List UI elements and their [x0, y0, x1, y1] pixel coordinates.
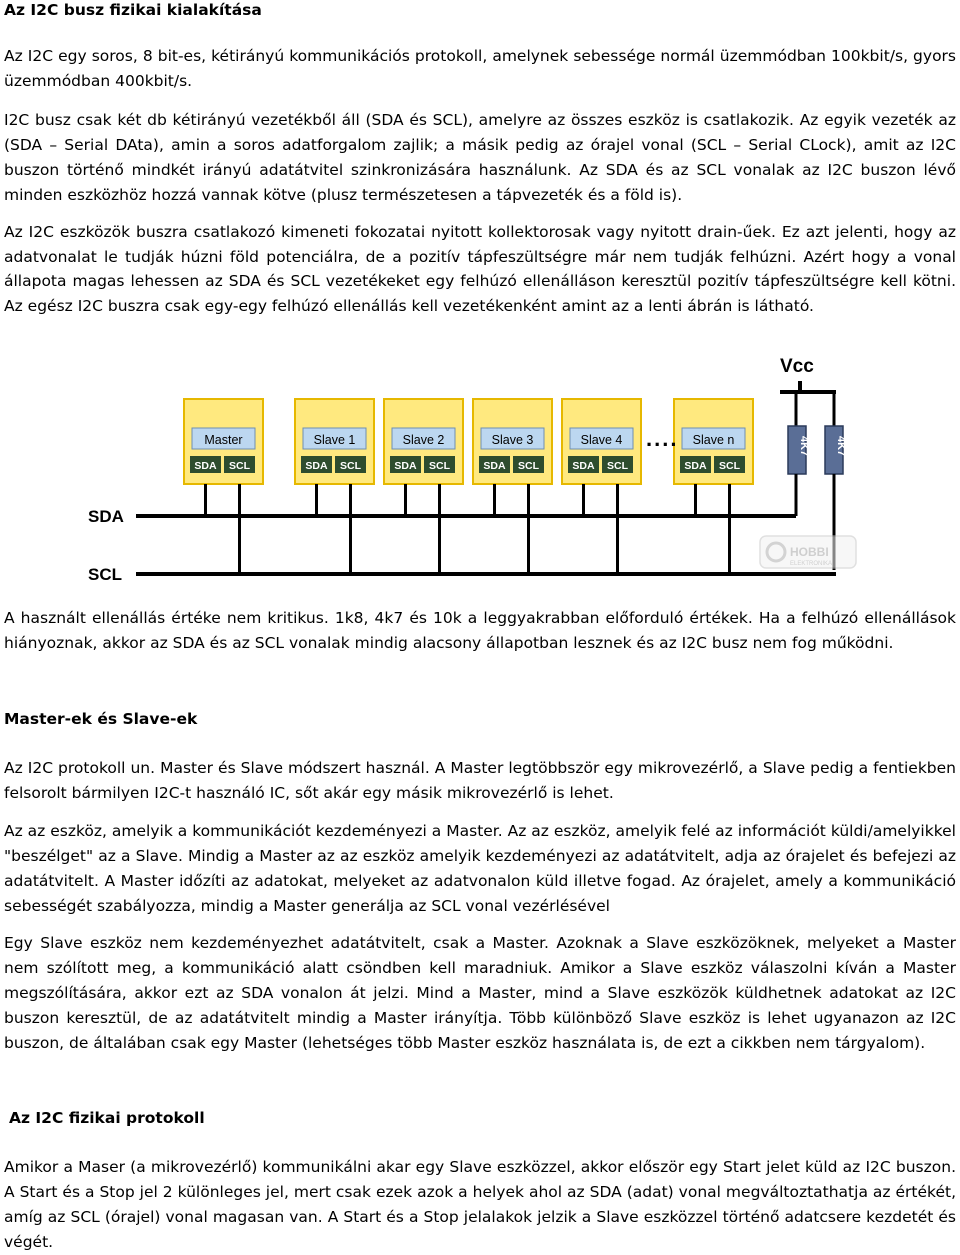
device-slave-2: [384, 399, 463, 574]
device-pin-label: SDA: [483, 460, 506, 472]
device-slave-3: [473, 399, 552, 574]
device-master: [184, 399, 263, 574]
more-devices-ellipsis: ....: [646, 426, 679, 451]
device-pin-label: SDA: [684, 460, 707, 472]
device-pin-label: SCL: [429, 460, 450, 472]
device-pin-label: SCL: [340, 460, 361, 472]
paragraph-resistor-value: A használt ellenállás értéke nem kritikus. 1k8, 4k7 és 10k a leggyakrabban előforduló értékek. Ha a felhúzó ellenállások hiányoznak, akkor az SDA és az SCL vonalak mindig alacsony állapotban lesznek és az I2C busz nem fog működni.: [4, 609, 956, 652]
paragraph-start-stop: Amikor a Maser (a mikrovezérlő) kommunikálni akar egy Slave eszközzel, akkor először egy Start jelet küld az I2C buszon. A Start és a Stop jel 2 különleges jel, mert csak ezek azok a helyek ahol az SDA (adat) vonal megváltoztathatja az értékét, amíg az SCL (órajel) vonal magasan van. A Start és a Stop jelalakok jelzik a Slave eszközzel történő adatcsere kezdetét és végét.: [4, 1158, 956, 1251]
paragraph-bus-lines: I2C busz csak két db kétirányú vezetékből áll (SDA és SCL), amelyre az összes eszköz is csatlakozik. Az egyik vezeték az (SDA – Serial DAta), amin a soros adatforgalom zajlik; a másik pedig az órajel vonal (SCL – Serial CLock), amit az I2C buszon történő mindkét irányú adatátvitel szinkronizására használunk. Az SDA és az SCL vonalak az I2C buszon lévő minden eszközhöz hozzá vannak kötve (plusz természetesen a tápvezeték és a föld is).: [4, 111, 956, 204]
device-name-label: Master: [204, 433, 243, 447]
device-pin-label: SCL: [607, 460, 628, 472]
svg-text:HOBBI: HOBBI: [790, 545, 829, 559]
device-pin-label: SDA: [394, 460, 417, 472]
device-pin-label: SDA: [305, 460, 328, 472]
heading-master-slave: Master-ek és Slave-ek: [4, 710, 198, 728]
svg-text:ELEKTRONIKA: ELEKTRONIKA: [790, 561, 833, 567]
paragraph-slave-role: Egy Slave eszköz nem kezdeményezhet adatátvitelt, csak a Master. Azoknak a Slave eszközöknek, melyeket a Master nem szólított meg, a kommunikáció alatt csöndben kell maradniuk. Amikor a Slave eszköz válaszolni kíván a Master megszólítására, akkor ezt az SDA vonalon át jelzi. Mind a Master, mind a Slave eszközök küldhetnek adatokat az I2C buszon keresztül, de az adatátvitelt mindig a Master irányítja. Több különböző Slave eszköz is lehet ugyanazon az I2C buszon, de általában csak egy Master (lehetséges több Master eszköz használata is, de ezt a cikkben nem tárgyalom).: [4, 934, 956, 1052]
heading-physical-protocol: Az I2C fizikai protokoll: [9, 1109, 205, 1127]
scl-bus-label: SCL: [88, 565, 122, 584]
hobbi-elektronika-logo: [760, 536, 856, 568]
svg-text:4K7: 4K7: [835, 436, 847, 457]
paragraph-open-collector: Az I2C eszközök buszra csatlakozó kimeneti fokozatai nyitott kollektorosak vagy nyitott drain-űek. Ez azt jelenti, hogy az adatvonalat le tudják húzni föld potenciálra, de a pozitív tápfeszültségre már nem tudják felhúzni. Azért hogy a vonal állapota magas lehessen az SDA és SCL vezetékeket egy felhúzó ellenálláson keresztül pozitív tápfeszültségre kell kötni. Az egész I2C buszra csak egy-egy felhúzó ellenállás kell vezetékenként amint az a lenti ábrán is látható.: [4, 223, 956, 315]
i2c-bus-schematic: [74, 348, 866, 588]
device-pin-label: SDA: [572, 460, 595, 472]
device-slave-4: [562, 399, 641, 574]
pullup-resistor-scl: [825, 426, 847, 474]
paragraph-master-role: Az az eszköz, amelyik a kommunikációt kezdeményezi a Master. Az az eszköz, amelyik felé az információt küldi/amelyikkel "beszélget" az a Slave. Mindig a Master az az eszköz amelyik kezdeményezi az adatátvitelt, adja az órajelet és befejezi az adatátvitelt. A Master időzíti az adatokat, melyeket az adatvonalon küld illetve fogad. Az órajelet, amely a kommunikáció sebességét szabályozza, mindig a Master generálja az SCL vonal vezérlésével: [4, 822, 956, 915]
device-pin-label: SCL: [719, 460, 740, 472]
device-pin-label: SDA: [194, 460, 217, 472]
device-name-label: Slave 3: [491, 433, 534, 447]
pullup-resistor-sda: [788, 426, 810, 474]
device-pin-label: SCL: [518, 460, 539, 472]
device-slave-n: [674, 399, 753, 574]
device-slave-1: [295, 399, 374, 574]
paragraph-master-slave-intro: Az I2C protokoll un. Master és Slave módszert használ. A Master legtöbbször egy mikrovezérlő, a Slave pedig a fentiekben felsorolt bármilyen I2C-t használó IC, sőt akár egy másik mikrovezérlő is lehet.: [4, 759, 956, 802]
svg-text:4K7: 4K7: [798, 436, 810, 457]
device-name-label: Slave 1: [313, 433, 356, 447]
heading-physical-layout: Az I2C busz fizikai kialakítása: [4, 1, 262, 19]
device-pin-label: SCL: [229, 460, 250, 472]
sda-bus-label: SDA: [88, 507, 124, 526]
device-name-label: Slave 2: [402, 433, 445, 447]
i2c-bus-diagram: [74, 348, 866, 588]
vcc-label: Vcc: [780, 356, 814, 377]
device-name-label: Slave 4: [580, 433, 623, 447]
device-name-label: Slave n: [692, 433, 735, 447]
paragraph-intro: Az I2C egy soros, 8 bit-es, kétirányú kommunikációs protokoll, amelynek sebessége normál üzemmódban 100kbit/s, gyors üzemmódban 400kbit/s.: [4, 47, 956, 90]
